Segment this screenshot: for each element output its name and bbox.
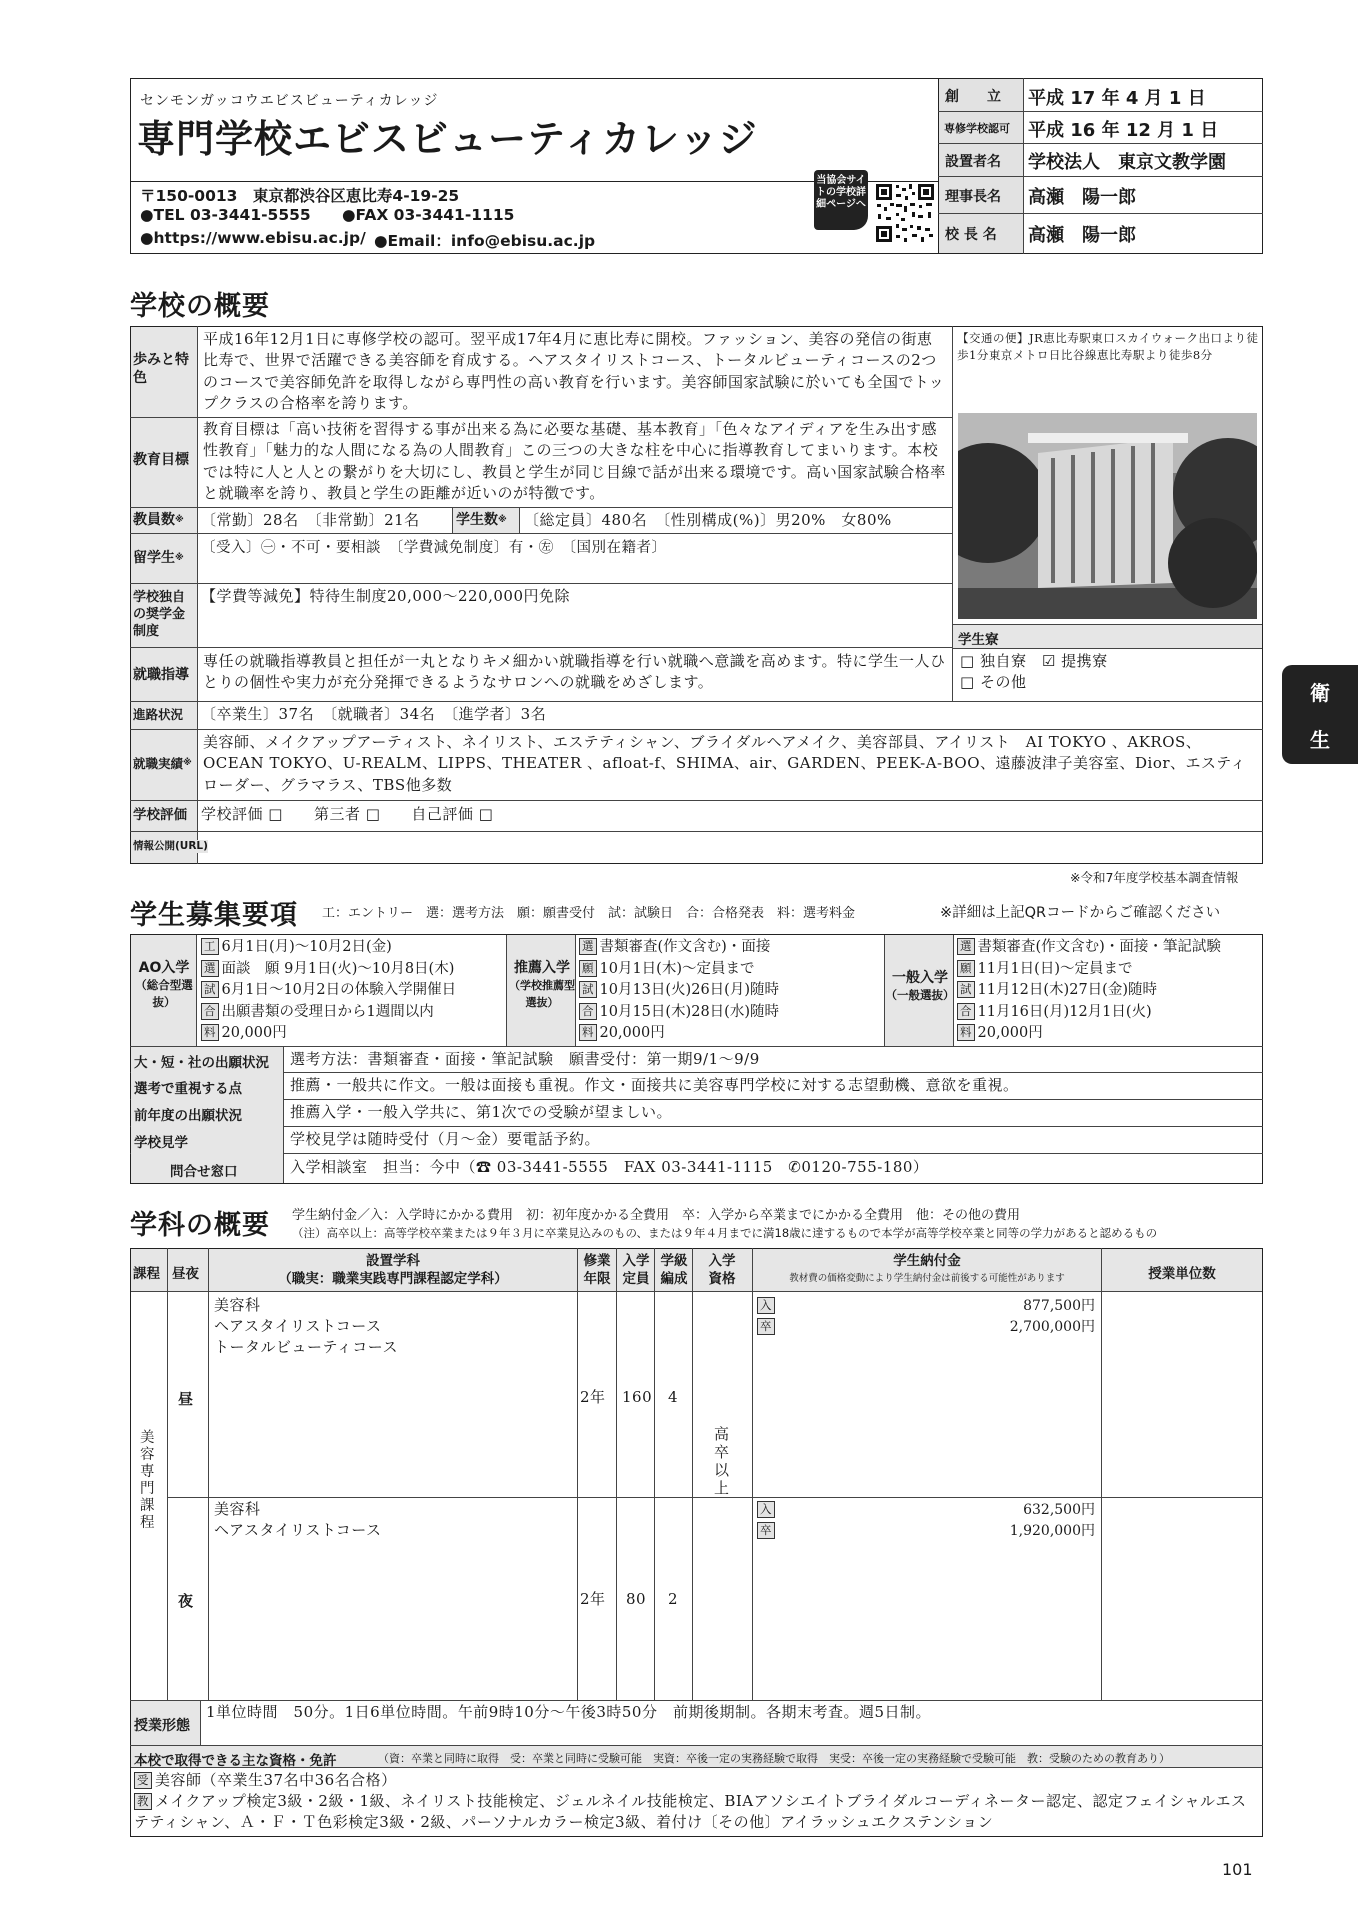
col-capacity: 入学定員 — [622, 1253, 650, 1287]
dept-day-name-3: トータルビューティコース — [214, 1338, 399, 1356]
prev-year-text: 推薦入学・一般入学共に、第1次での受験が望ましい。 — [290, 1103, 673, 1121]
years-night: 2年 — [580, 1590, 606, 1608]
fee-night-entry: 632,500円 — [1023, 1502, 1095, 1518]
qualification-note: （注）高卒以上：高等学校卒業または９年３月に卒業見込みのもの、または９年４月までに満18歳に達するもので本学が高等学校卒業と同等の学力があると認めるもの — [292, 1226, 1158, 1240]
path-text: 〔卒業生〕37名 〔就職者〕34名 〔進学者〕3名 — [201, 705, 547, 723]
col-course: 課程 — [133, 1266, 160, 1282]
recruit-heading: 学生募集要項 — [130, 900, 298, 931]
ao-label: AO入学 （総合型選抜） — [135, 960, 193, 1009]
time-night: 夜 — [178, 1592, 194, 1610]
time-day: 昼 — [178, 1390, 194, 1408]
jobs-label: 就職実績 ※ — [133, 756, 192, 771]
founder-value: 学校法人 東京文教学園 — [1028, 152, 1226, 173]
dept-night-name-1: 美容科 — [214, 1500, 261, 1518]
school-building-photo — [958, 413, 1257, 619]
license-legend: （資：卒業と同時に取得 受：卒業と同時に受験可能 実資：卒後一定の実務経験で取得 実受：卒後一定の実務経験で受験可能 教：受験のための教育あり） — [378, 1752, 1170, 1765]
founder-label: 設置者名 — [945, 154, 1001, 170]
intl-text: 〔受入〕㊀・不可・要相談 〔学費減免制度〕有・㊧ 〔国別在籍者〕 — [201, 540, 667, 556]
approval-value: 平成 16 年 12 月 1 日 — [1028, 120, 1219, 141]
prev-year-label: 前年度の出願状況 — [134, 1108, 242, 1124]
goal-text: 教育目標は「高い技術を習得する事が出来る為に必要な基礎、基本教育」「色々なアイディアを生み出す感性教育」「魅力的な人間になる為の人間教育」この三つの大きな柱を中心に指導教育してまいります。本校では特に人と人との繋がりを大切にし、教員と学生が同じ目線で話が出来る環境です。高い国家試験合格率と就職率を誇り、教員と学生の距離が近いのが特徴です。 — [203, 420, 946, 502]
col-dept: 設置学科 （職実：職業実践専門課程認定学科） — [278, 1253, 508, 1287]
scholarship-label: 学校独自の奨学金制度 — [133, 590, 195, 641]
eval-label: 学校評価 — [133, 807, 187, 823]
contact-text[interactable]: 入学相談室 担当：今中（☎ 03-3441-5555 FAX 03-3441-1115 ✆0120-755-180） — [290, 1158, 929, 1176]
license-1: 受 美容師（卒業生37名中36名合格） — [134, 1770, 397, 1791]
dorm-options: □ 独自寮 ☑ 提携寮 — [960, 652, 1108, 670]
class-night: 2 — [668, 1590, 679, 1608]
license-2: 教 メイクアップ検定3級・2級・1級、ネイリスト技能検定、ジェルネイル技能検定、BIAアソシエイトブライダルコーディネーター認定、認定フェイシャルエステティシャン、Ａ・Ｆ・Ｔ色彩検定3級・2級、パーソナルカラー検定3級、着付け〔その他〕アイラッシュエクステンション — [134, 1792, 1247, 1832]
application-status-text: 選考方法：書類審査・面接・筆記試験 願書受付：第一期9/1～9/9 — [290, 1050, 760, 1068]
fee-day-grad-key: 卒 — [757, 1318, 775, 1335]
dept-day-name-2: ヘアスタイリストコース — [214, 1317, 382, 1335]
general-schedule: 選 書類審査(作文含む)・面接・筆記試験 願 11月1日(日)～定員まで 試 11月12日(木)27日(金)随時 合 11月16日(月)12月1日(火) 料 20,000円 — [957, 937, 1221, 1045]
application-status-label: 大・短・社の出願状況 — [134, 1055, 269, 1071]
students-text: 〔総定員〕480名 〔性別構成(%)〕男20% 女80% — [524, 511, 892, 529]
qr-code-icon[interactable] — [874, 182, 936, 244]
license-title: 本校で取得できる主な資格・免許 — [134, 1753, 337, 1769]
capacity-night: 80 — [626, 1590, 647, 1608]
class-form-label: 授業形態 — [134, 1718, 190, 1734]
founded-value: 平成 17 年 4 月 1 日 — [1028, 88, 1206, 109]
intl-label: 留学生 ※ — [133, 550, 184, 566]
visit-label: 学校見学 — [134, 1135, 188, 1151]
col-time: 昼夜 — [172, 1266, 199, 1282]
selection-focus-text: 推薦・一般共に作文。一般は面接も重視。作文・面接共に美容専門学校に対する志望動機、意欲を重視。 — [290, 1076, 1019, 1094]
staff-label: 教員数 ※ — [133, 512, 184, 528]
dept-day-name-1: 美容科 — [214, 1296, 261, 1314]
col-fee: 学生納付金 教材費の価格変動により学生納付金は前後する可能性があります — [789, 1253, 1065, 1285]
recommend-schedule: 選 書類審査(作文含む)・面接 願 10月1日(木)～定員まで 試 10月13日(火)26日(月)随時 合 10月15日(木)28日(水)随時 料 20,000円 — [579, 937, 779, 1045]
category-tab-2[interactable]: 生 — [1282, 712, 1358, 764]
general-label: 一般入学 （一般選抜） — [885, 970, 955, 1002]
principal-label: 校 長 名 — [945, 227, 997, 243]
fee-day-grad: 2,700,000円 — [1009, 1319, 1095, 1335]
website-link[interactable]: ●https://www.ebisu.ac.jp/ — [140, 229, 366, 247]
school-name: 専門学校エビスビューティカレッジ — [137, 117, 758, 161]
col-years: 修業年限 — [583, 1253, 611, 1287]
fee-night-grad-key: 卒 — [757, 1522, 775, 1539]
capacity-day: 160 — [622, 1388, 653, 1406]
fee-day-entry: 877,500円 — [1023, 1298, 1095, 1314]
address: 〒150-0013 東京都渋谷区恵比寿4-19-25 — [140, 187, 460, 205]
category-tab-1[interactable]: 衛 — [1282, 665, 1358, 717]
email-link[interactable]: ●Email：info@ebisu.ac.jp — [374, 232, 596, 250]
association-badge[interactable]: 当協会サイトの学校詳細ページへ — [814, 170, 868, 230]
disclosure-label: 情報公開(URL) — [133, 840, 208, 852]
survey-note: ※令和7年度学校基本調査情報 — [1070, 870, 1239, 885]
features-label: 歩みと特色 — [133, 352, 193, 387]
career-text: 専任の就職指導教員と担任が一丸となりキメ細かい就職指導を行い就職へ意識を高めます。特に学生一人ひとりの個性や実力が充分発揮できるようなサロンへの就職をめざします。 — [203, 652, 946, 692]
class-day: 4 — [668, 1388, 679, 1406]
dept-heading: 学科の概要 — [130, 1210, 270, 1241]
fax: ●FAX 03-3441-1115 — [342, 206, 515, 224]
dorm-other: □ その他 — [960, 673, 1027, 691]
career-label: 就職指導 — [133, 667, 189, 683]
contact-label: 問合せ窓口 — [170, 1164, 238, 1180]
qr-note: ※詳細は上記QRコードからご確認ください — [940, 905, 1221, 921]
approval-label: 専修学校認可 — [944, 122, 1010, 135]
dorm-label: 学生寮 — [958, 632, 999, 648]
years-day: 2年 — [580, 1388, 606, 1406]
overview-heading: 学校の概要 — [130, 291, 270, 322]
staff-text: 〔常勤〕28名 〔非常勤〕21名 — [201, 511, 420, 529]
fee-night-entry-key: 入 — [757, 1501, 775, 1518]
principal-value: 高瀬 陽一郎 — [1028, 225, 1136, 246]
students-label: 学生数 ※ — [456, 512, 507, 528]
selection-focus-label: 選考で重視する点 — [134, 1081, 242, 1097]
recruit-legend: 工：エントリー 選：選考方法 願：願書受付 試：試験日 合：合格発表 料：選考料金 — [322, 906, 856, 921]
col-units: 授業単位数 — [1148, 1266, 1216, 1282]
chairman-value: 高瀬 陽一郎 — [1028, 187, 1136, 208]
col-qualification: 入学資格 — [708, 1253, 736, 1287]
dept-night-name-2: ヘアスタイリストコース — [214, 1521, 382, 1539]
tel: ●TEL 03-3441-5555 — [140, 206, 311, 224]
path-label: 進路状況 — [133, 707, 184, 722]
fee-day-entry-key: 入 — [757, 1297, 775, 1314]
recommend-label: 推薦入学 （学校推薦型選抜） — [509, 960, 575, 1009]
school-name-kana: センモンガッコウエビスビューティカレッジ — [140, 93, 439, 109]
goal-label: 教育目標 — [133, 452, 197, 470]
visit-text: 学校見学は随時受付（月～金）要電話予約。 — [290, 1130, 601, 1148]
fee-legend: 学生納付金／入：入学時にかかる費用 初：初年度かかる全費用 卒：入学から卒業までにかかる全費用 他：その他の費用 — [292, 1208, 1021, 1223]
access-info: 【交通の便】JR恵比寿駅東口スカイウォーク出口より徒歩1分東京メトロ日比谷線恵比寿駅より徒歩8分 — [957, 331, 1259, 363]
col-class: 学級編成 — [660, 1253, 688, 1287]
ao-schedule: 工 6月1日(月)～10月2日(金) 選 面談 願 9月1日(火)～10月8日(木) 試 6月1日～10月2日の体験入学開催日 合 出願書類の受理日から1週間以内 料 20,000円 — [201, 937, 456, 1045]
features-text: 平成16年12月1日に専修学校の認可。翌平成17年4月に恵比寿に開校。ファッション、美容の発信の街恵比寿で、世界で活躍できる美容師を育成する。ヘアスタイリストコース、トータルビューティコースの2つのコースで美容師免許を取得しながら専門性の高い教育を行います。美容師国家試験に於いても全国でトップクラスの合格率を誇ります。 — [203, 330, 945, 412]
course-name: 美容専門課程 — [140, 1430, 155, 1531]
chairman-label: 理事長名 — [945, 189, 1001, 205]
qualification-value: 高卒以上 — [714, 1425, 730, 1497]
page-number: 101 — [1222, 1860, 1253, 1879]
jobs-text: 美容師、メイクアップアーティスト、ネイリスト、エステティシャン、ブライダルヘアメイク、美容部員、アイリスト AI TOKYO 、AKROS、OCEAN TOKYO、U-REALM、LIPPS、THEATER 、afloat-f、SHIMA、air、GARDEN、PEEK-A-BOO、遠藤波津子美容室、Dior、エスティローダー、グラマラス、TBS他多数 — [203, 733, 1247, 794]
class-form-text: 1単位時間 50分。1日6単位時間。午前9時10分～午後3時50分 前期後期制。各期末考査。週5日制。 — [206, 1703, 932, 1721]
scholarship-text: 【学費等減免】特待生制度20,000～220,000円免除 — [201, 587, 571, 605]
founded-label: 創 立 — [945, 89, 1001, 105]
eval-text: 学校評価 □ 第三者 □ 自己評価 □ — [201, 805, 494, 823]
fee-night-grad: 1,920,000円 — [1009, 1523, 1095, 1539]
